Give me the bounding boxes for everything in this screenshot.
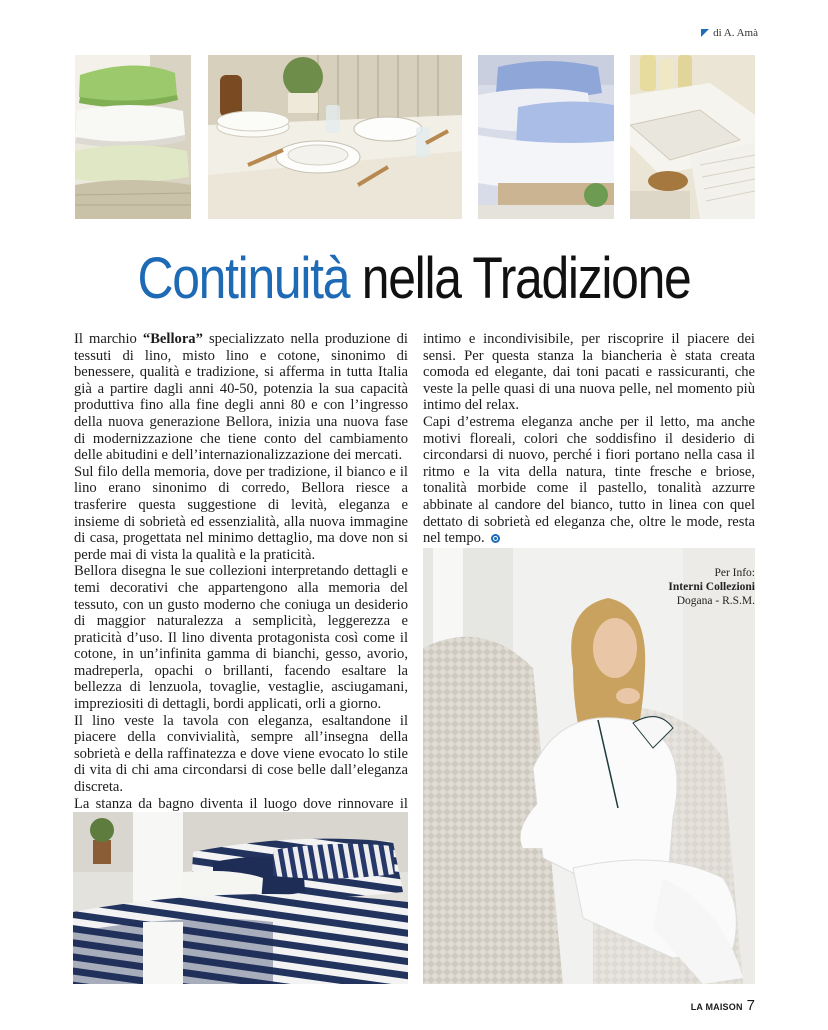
page-title [58,244,770,314]
paragraph: Il lino veste la tavola con eleganza, esaltandone il piacere della convivialità, sempre all’insegna della sobrietà e della raffinatezza e dove viene evocato lo stile di vita di chi ama circondarsi di cose belle dall’eleganza discreta. [74,712,408,796]
paragraph [423,414,755,547]
magazine-name: LA MAISON [690,1002,743,1012]
info-company-name: Interni Collezioni [668,581,755,593]
article-column-2 [423,331,755,547]
photo-woman-chair [423,548,755,984]
article-column-1 [74,331,408,845]
paragraph-text: Il marchio [74,331,143,347]
info-location: Dogana - R.S.M. [676,595,755,607]
brand-name: “Bellora” [142,331,203,347]
paragraph-text: specializzato nella produzione di tessuti di lino, misto lino e cotone, sinonimo di benessere, qualità e tradizione, si afferma in tutta Italia già a partire dagli anni 40-50, potenzia la sua capacità produttiva fino alla fine degli anni 80 e con l’ingresso della nuova generazione Bellora, inizia una nuova fase di modernizzazione che tiene conto del cambiamento delle abitudini e dell’internazionalizzazione dei mercati. [74,331,408,464]
photo-striped-bed [73,812,408,984]
photo-bath-linens [630,55,755,219]
end-mark-icon [491,534,500,543]
paragraph: Sul filo della memoria, dove per tradizione, il bianco e il lino erano sinonimo di corredo, Bellora riesce a trasferire questa suggestione di levità, eleganza e insieme di sobrietà ed essenzialità, alla nuova immagine di casa, progettata nel minimo dettaglio, ma dove non si perde mai di vista la qualità e la praticità. [74,463,408,563]
info-label: Per Info: [714,567,755,579]
byline-arrow-icon [701,29,709,37]
title-part2: nella Tradizione [361,246,691,311]
byline [701,27,758,39]
paragraph-text: Capi d’estrema eleganza anche per il letto, ma anche motivi floreali, colori che soddisfino il desiderio di circondarsi di nuovo, perché i fiori portano nella casa il ritmo e la vita della natura, tinte fresche e briose, tonalità morbide come il pastello, tonalità azzurre abbinate al candore del bianco, tutto in linea con quel dettato di sobrietà ed eleganza che, oltre le mode, resta nel tempo. [423,413,755,547]
title-part1: Continuità [137,246,350,311]
paragraph: Bellora disegna le sue collezioni interpretando dettagli e temi decorativi che appartengono alla memoria del tessuto, con un gusto moderno che coniuga un desiderio di maggior naturalezza a semplicità, leggerezza e praticità d’uso. Il lino diventa protagonista così come il cotone, in un’infinita gamma di bianchi, gesso, avorio, madreperla, opachi o brillanti, facendo esaltare la bellezza di lenzuola, tovaglie, vestaglie, asciugamani, impreziositi di dettagli, bordi applicati, orli a giorno. [74,563,408,713]
page-footer [691,997,755,1014]
info-company [668,580,755,594]
info-box [668,566,755,608]
byline-author: di A. Amà [713,27,758,39]
paragraph [74,331,408,464]
photo-pillows [75,55,191,219]
photo-table-setting [208,55,462,219]
photo-bed-blue [478,55,614,219]
paragraph: La stanza da bagno diventa il luogo dove rinnovare il [74,795,408,812]
paragraph: intimo e incondivisibile, per riscoprire il piacere dei sensi. Per questa stanza la biancheria è stata creata comoda ed elegante, dai toni pacati e rassicuranti, che veste la pelle quasi di una nuova pelle, nel momento più intimo del relax. [423,331,755,414]
page-number: 7 [746,997,755,1014]
